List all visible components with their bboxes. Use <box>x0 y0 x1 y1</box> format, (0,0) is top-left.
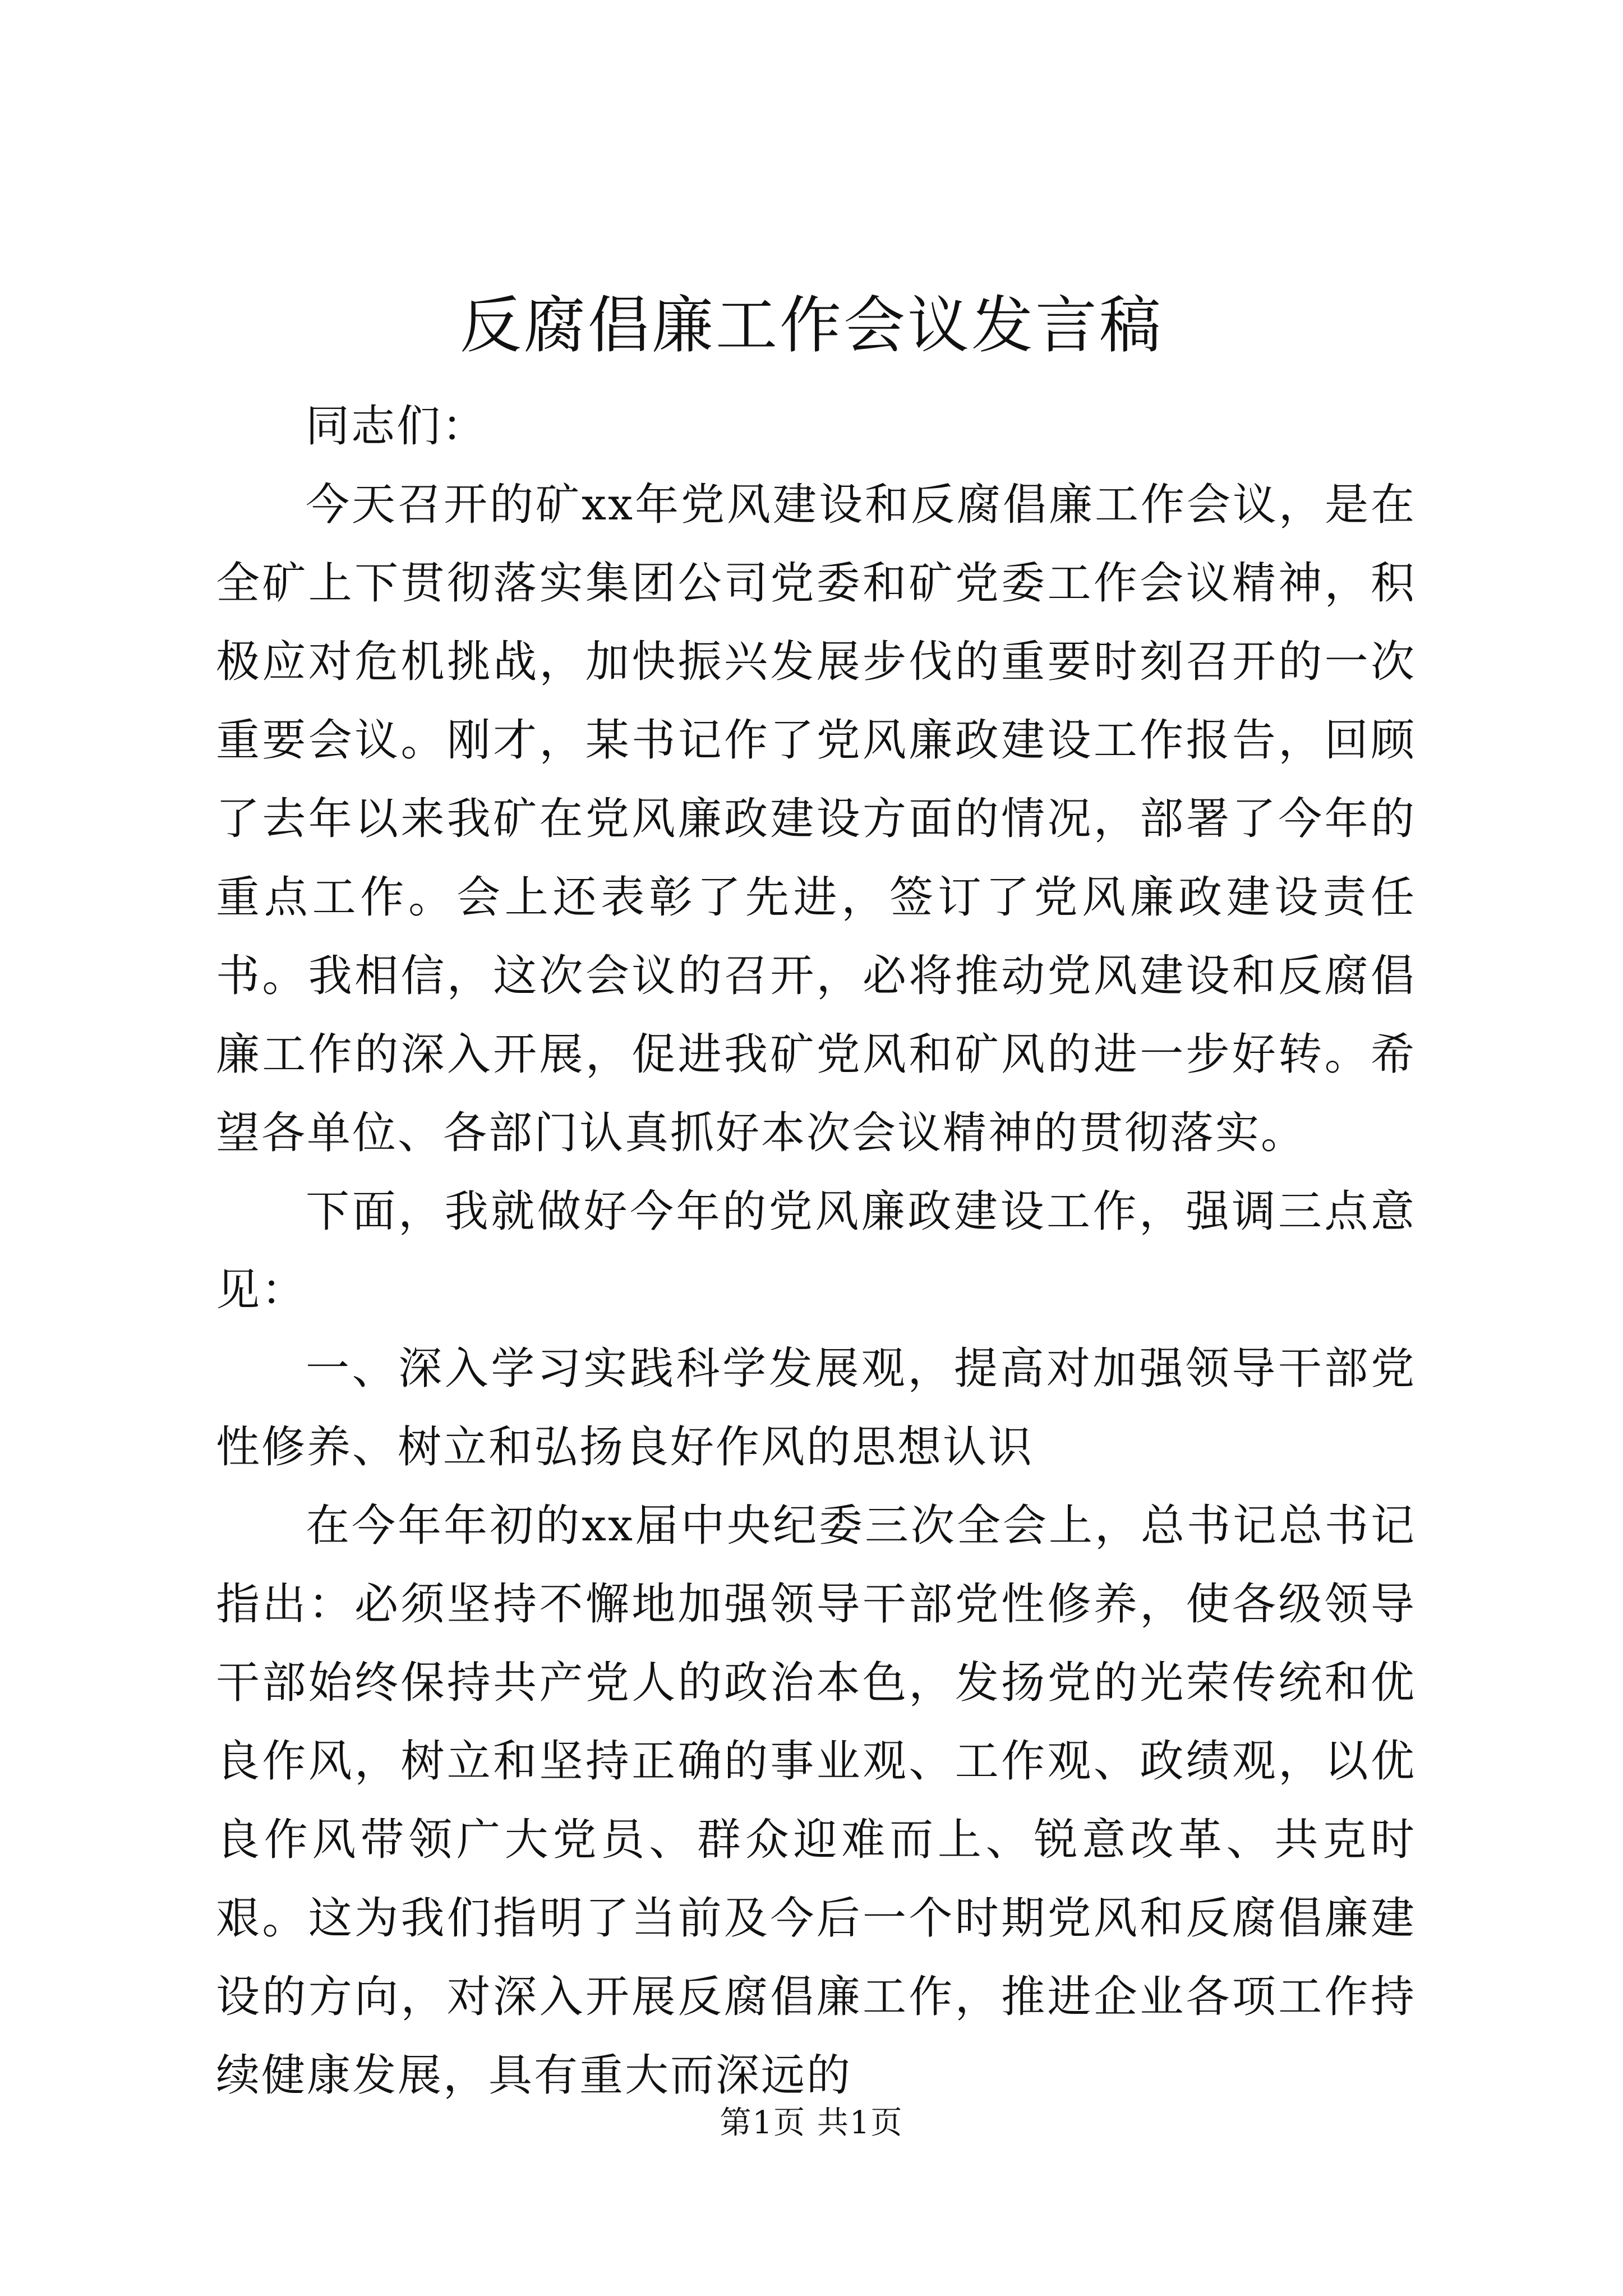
body-paragraph: 下面，我就做好今年的党风廉政建设工作，强调三点意见： <box>216 1186 1416 1315</box>
body-paragraph: 今天召开的矿xx年党风建设和反腐倡廉工作会议，是在全矿上下贯彻落实集团公司党委和矿党委工作会议精神，积极应对危机挑战，加快振兴发展步伐的重要时刻召开的一次重要会议。刚才，某书记作了党风廉政建设工作报告，回顾了去年以来我矿在党风廉政建设方面的情况，部署了今年的重点工作。会上还表彰了先进，签订了党风廉政建设责任书。我相信，这次会议的召开，必将推动党风建设和反腐倡廉工作的深入开展，促进我矿党风和矿风的进一步好转。希望各单位、各部门认真抓好本次会议精神的贯彻落实。 <box>216 480 1416 1158</box>
document-title: 反腐倡廉工作会议发言稿 <box>460 289 1163 361</box>
body-paragraph: 在今年年初的xx届中央纪委三次全会上，总书记总书记指出：必须坚持不懈地加强领导干部党性修养，使各级领导干部始终保持共产党人的政治本色，发扬党的光荣传统和优良作风，树立和坚持正确的事业观、工作观、政绩观，以优良作风带领广大党员、群众迎难而上、锐意改革、共克时艰。这为我们指明了当前及今后一个时期党风和反腐倡廉建设的方向，对深入开展反腐倡廉工作，推进企业各项工作持续健康发展，具有重大而深远的 <box>216 1501 1416 2101</box>
salutation-paragraph: 同志们： <box>306 401 488 452</box>
page-number-footer: 第1页 共1页 <box>720 2105 903 2141</box>
section-heading-paragraph: 一、深入学习实践科学发展观，提高对加强领导干部党性修养、树立和弘扬良好作风的思想认识 <box>216 1343 1416 1473</box>
document-body <box>216 387 1416 2115</box>
